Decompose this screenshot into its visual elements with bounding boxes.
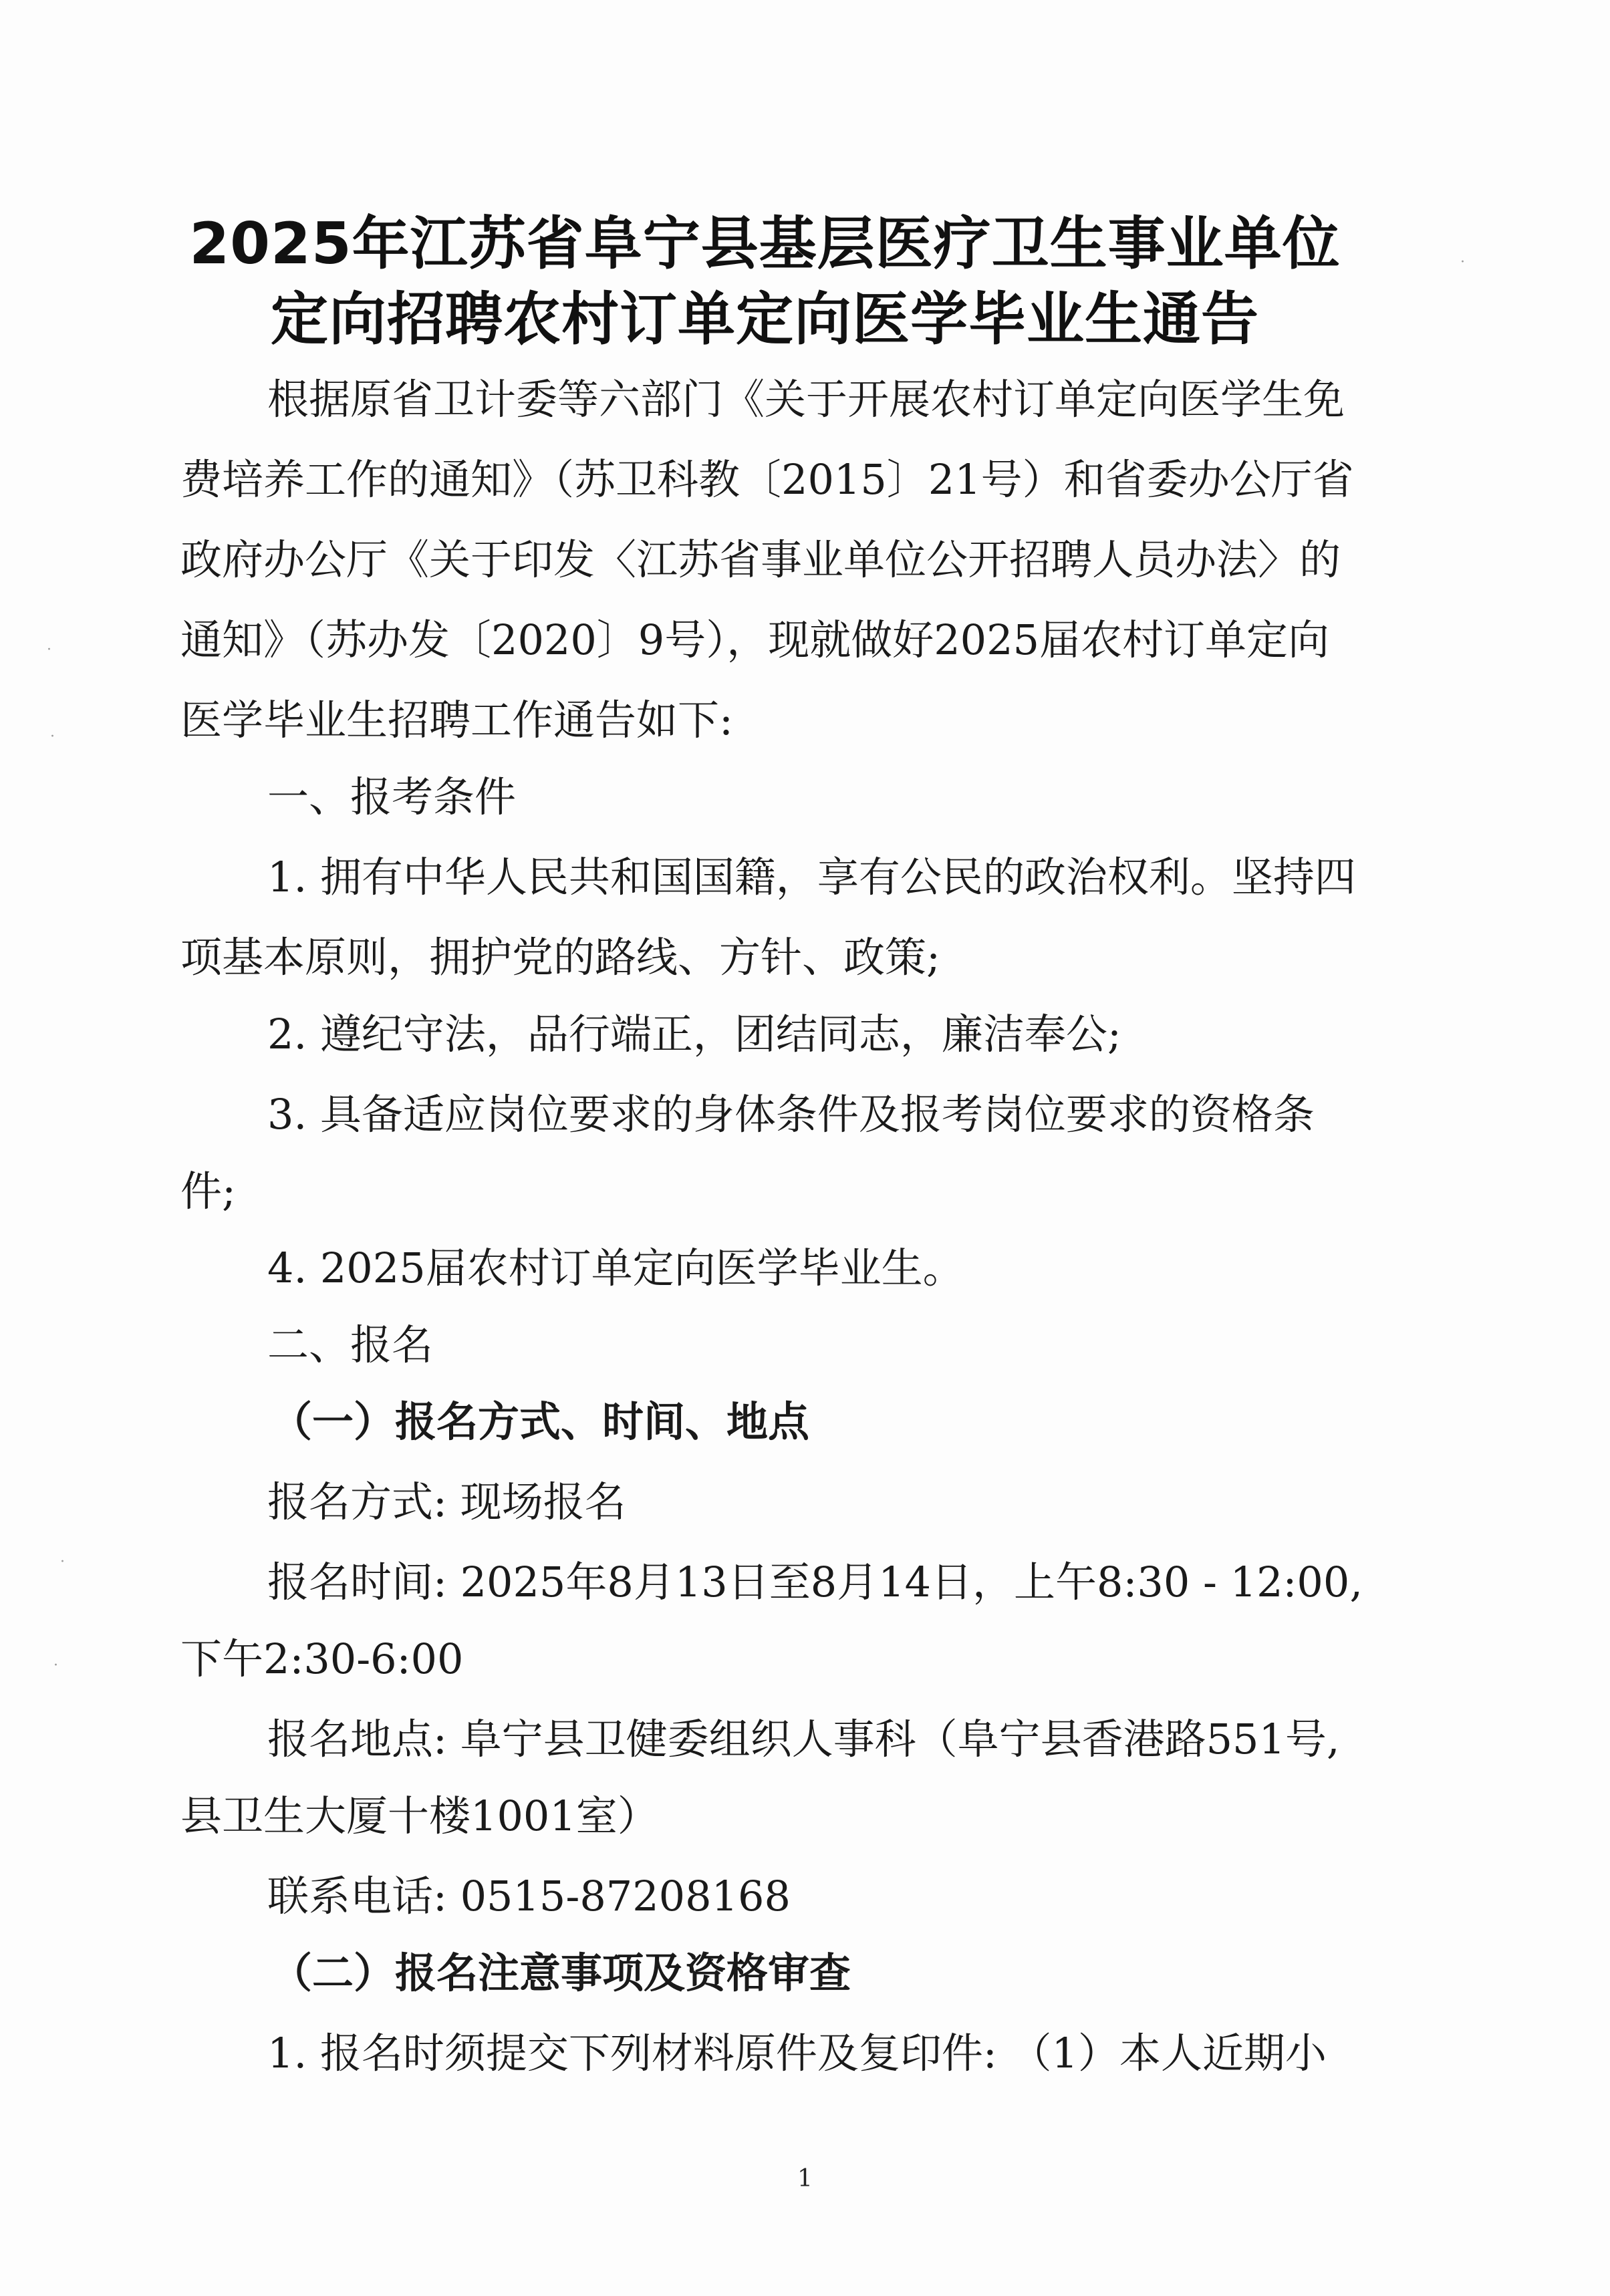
document-title-line1: 2025年江苏省阜宁县基层医疗卫生事业单位 <box>189 210 1341 277</box>
scan-speck: · <box>53 1657 58 1674</box>
section1-item-2: 2. 遵纪守法，品行端正，团结同志，廉洁奉公; <box>267 1010 1121 1058</box>
registration-place-line2: 县卫生大厦十楼1001室） <box>180 1791 659 1840</box>
scan-speck: · <box>1460 254 1465 271</box>
section1-item-4: 4. 2025届农村订单定向医学毕业生。 <box>267 1244 964 1292</box>
page-number: 1 <box>797 2165 813 2192</box>
scan-speck: · <box>47 641 51 658</box>
section2-sub2-item1: 1. 报名时须提交下列材料原件及复印件: （1）本人近期小 <box>267 2029 1327 2077</box>
intro-line-3: 政府办公厅《关于印发〈江苏省事业单位公开招聘人员办法〉的 <box>180 535 1341 584</box>
contact-phone: 联系电话: 0515-87208168 <box>267 1872 791 1920</box>
scan-speck: · <box>60 1554 65 1570</box>
section1-item-3a: 3. 具备适应岗位要求的身体条件及报考岗位要求的资格条 <box>267 1090 1315 1139</box>
scan-speck: · <box>50 728 55 745</box>
section2-sub1-heading: （一）报名方式、时间、地点 <box>271 1397 810 1446</box>
registration-place-line1: 报名地点: 阜宁县卫健委组织人事科（阜宁县香港路551号, <box>267 1715 1340 1763</box>
registration-method: 报名方式: 现场报名 <box>267 1477 626 1526</box>
section1-item-1a: 1. 拥有中华人民共和国国籍，享有公民的政治权利。坚持四 <box>267 853 1356 901</box>
section1-item-3b: 件; <box>180 1167 236 1215</box>
intro-line-1: 根据原省卫计委等六部门《关于开展农村订单定向医学生免 <box>267 375 1345 424</box>
intro-line-2: 费培养工作的通知》（苏卫科教〔2015〕21号）和省委办公厅省 <box>180 455 1354 504</box>
registration-time-line1: 报名时间: 2025年8月13日至8月14日，上午8:30 - 12:00, <box>267 1558 1363 1606</box>
document-title-line2: 定向招聘农村订单定向医学毕业生通告 <box>271 286 1259 353</box>
registration-time-line2: 下午2:30-6:00 <box>180 1634 464 1683</box>
intro-line-4: 通知》（苏办发〔2020〕9号），现就做好2025届农村订单定向 <box>180 615 1330 664</box>
section2-sub2-heading: （二）报名注意事项及资格审查 <box>271 1949 851 1997</box>
intro-line-5: 医学毕业生招聘工作通告如下: <box>180 696 733 744</box>
section2-heading: 二、报名 <box>267 1320 434 1369</box>
section1-heading: 一、报考条件 <box>267 772 517 821</box>
section1-item-1b: 项基本原则，拥护党的路线、方针、政策; <box>180 933 940 982</box>
